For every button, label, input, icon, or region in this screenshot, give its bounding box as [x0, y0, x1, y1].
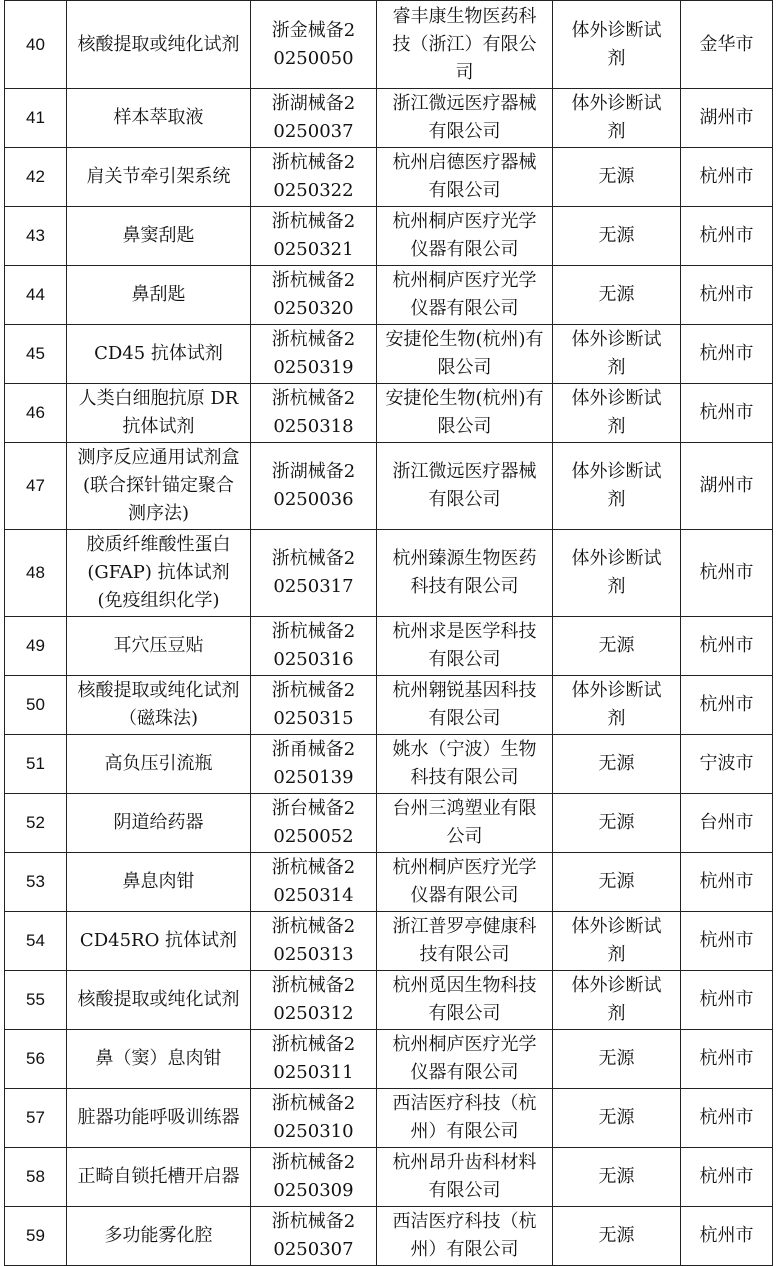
table-row	[5, 617, 773, 676]
device-name: 脏器功能呼吸训练器	[67, 1089, 251, 1148]
city-name: 杭州市	[681, 1089, 773, 1148]
filing-number: 浙杭械备20250320	[251, 266, 377, 325]
table-row	[5, 676, 773, 735]
filing-number: 浙杭械备20250313	[251, 912, 377, 971]
device-name: 鼻窦刮匙	[67, 207, 251, 266]
city-name: 湖州市	[681, 89, 773, 148]
filing-number: 浙杭械备20250311	[251, 1030, 377, 1089]
filing-number: 浙杭械备20250321	[251, 207, 377, 266]
device-name: 鼻（窦）息肉钳	[67, 1030, 251, 1089]
company-name: 台州三鸿塑业有限公司	[377, 794, 553, 853]
company-name: 杭州启德医疗器械有限公司	[377, 148, 553, 207]
device-category: 无源	[553, 207, 681, 266]
table-row	[5, 1207, 773, 1266]
device-name: 正畸自锁托槽开启器	[67, 1148, 251, 1207]
device-category: 体外诊断试剂	[553, 971, 681, 1030]
filing-number: 浙杭械备20250310	[251, 1089, 377, 1148]
company-name: 杭州昂升齿科材料有限公司	[377, 1148, 553, 1207]
row-number: 53	[5, 853, 67, 912]
company-name: 安捷伦生物(杭州)有限公司	[377, 384, 553, 443]
table-row	[5, 207, 773, 266]
company-name: 杭州桐庐医疗光学仪器有限公司	[377, 207, 553, 266]
filing-number: 浙甬械备20250139	[251, 735, 377, 794]
device-category: 无源	[553, 617, 681, 676]
row-number: 41	[5, 89, 67, 148]
device-name: 阴道给药器	[67, 794, 251, 853]
device-name: 鼻息肉钳	[67, 853, 251, 912]
table-row	[5, 89, 773, 148]
table-row	[5, 443, 773, 530]
device-category: 无源	[553, 1030, 681, 1089]
city-name: 杭州市	[681, 676, 773, 735]
company-name: 杭州求是医学科技有限公司	[377, 617, 553, 676]
filing-number: 浙台械备20250052	[251, 794, 377, 853]
city-name: 杭州市	[681, 853, 773, 912]
company-name: 杭州翱锐基因科技有限公司	[377, 676, 553, 735]
filing-number: 浙杭械备20250317	[251, 530, 377, 617]
company-name: 浙江普罗亭健康科技有限公司	[377, 912, 553, 971]
table-row	[5, 266, 773, 325]
table-row	[5, 148, 773, 207]
device-category: 无源	[553, 853, 681, 912]
city-name: 杭州市	[681, 266, 773, 325]
company-name: 浙江微远医疗器械有限公司	[377, 443, 553, 530]
filing-number: 浙杭械备20250307	[251, 1207, 377, 1266]
filing-number: 浙杭械备20250309	[251, 1148, 377, 1207]
filing-number: 浙杭械备20250319	[251, 325, 377, 384]
row-number: 59	[5, 1207, 67, 1266]
row-number: 57	[5, 1089, 67, 1148]
row-number: 44	[5, 266, 67, 325]
city-name: 杭州市	[681, 1207, 773, 1266]
filing-number: 浙湖械备20250036	[251, 443, 377, 530]
device-name: 耳穴压豆贴	[67, 617, 251, 676]
company-name: 西洁医疗科技（杭州）有限公司	[377, 1207, 553, 1266]
filing-table	[4, 0, 773, 1266]
row-number: 54	[5, 912, 67, 971]
row-number: 43	[5, 207, 67, 266]
device-category: 体外诊断试剂	[553, 443, 681, 530]
device-category: 体外诊断试剂	[553, 325, 681, 384]
row-number: 52	[5, 794, 67, 853]
filing-number: 浙金械备20250050	[251, 1, 377, 89]
company-name: 杭州臻源生物医药科技有限公司	[377, 530, 553, 617]
device-category: 无源	[553, 1207, 681, 1266]
device-name: 肩关节牵引架系统	[67, 148, 251, 207]
table-row	[5, 794, 773, 853]
filing-number: 浙湖械备20250037	[251, 89, 377, 148]
company-name: 杭州桐庐医疗光学仪器有限公司	[377, 1030, 553, 1089]
filing-number: 浙杭械备20250315	[251, 676, 377, 735]
city-name: 金华市	[681, 1, 773, 89]
device-name: 测序反应通用试剂盒(联合探针锚定聚合测序法)	[67, 443, 251, 530]
device-name: 核酸提取或纯化试剂	[67, 971, 251, 1030]
filing-number: 浙杭械备20250316	[251, 617, 377, 676]
city-name: 杭州市	[681, 1148, 773, 1207]
table-row	[5, 912, 773, 971]
city-name: 湖州市	[681, 443, 773, 530]
company-name: 杭州桐庐医疗光学仪器有限公司	[377, 266, 553, 325]
device-category: 无源	[553, 735, 681, 794]
city-name: 宁波市	[681, 735, 773, 794]
row-number: 47	[5, 443, 67, 530]
device-category: 体外诊断试剂	[553, 89, 681, 148]
company-name: 西洁医疗科技（杭州）有限公司	[377, 1089, 553, 1148]
device-category: 无源	[553, 1089, 681, 1148]
device-category: 体外诊断试剂	[553, 384, 681, 443]
device-category: 体外诊断试剂	[553, 912, 681, 971]
city-name: 杭州市	[681, 530, 773, 617]
table-row	[5, 325, 773, 384]
device-category: 体外诊断试剂	[553, 1, 681, 89]
filing-number: 浙杭械备20250314	[251, 853, 377, 912]
company-name: 睿丰康生物医药科技（浙江）有限公司	[377, 1, 553, 89]
city-name: 杭州市	[681, 325, 773, 384]
device-category: 体外诊断试剂	[553, 530, 681, 617]
row-number: 55	[5, 971, 67, 1030]
table-row	[5, 1148, 773, 1207]
city-name: 杭州市	[681, 384, 773, 443]
table-row	[5, 735, 773, 794]
row-number: 48	[5, 530, 67, 617]
row-number: 46	[5, 384, 67, 443]
device-category: 体外诊断试剂	[553, 676, 681, 735]
table-row	[5, 530, 773, 617]
city-name: 杭州市	[681, 148, 773, 207]
city-name: 台州市	[681, 794, 773, 853]
table-body	[5, 1, 773, 1266]
company-name: 安捷伦生物(杭州)有限公司	[377, 325, 553, 384]
table-row	[5, 1030, 773, 1089]
device-name: 样本萃取液	[67, 89, 251, 148]
company-name: 杭州觅因生物科技有限公司	[377, 971, 553, 1030]
company-name: 浙江微远医疗器械有限公司	[377, 89, 553, 148]
device-name: 鼻刮匙	[67, 266, 251, 325]
device-name: CD45 抗体试剂	[67, 325, 251, 384]
device-name: 人类白细胞抗原 DR 抗体试剂	[67, 384, 251, 443]
city-name: 杭州市	[681, 971, 773, 1030]
table-row	[5, 1089, 773, 1148]
device-category: 无源	[553, 148, 681, 207]
filing-number: 浙杭械备20250318	[251, 384, 377, 443]
city-name: 杭州市	[681, 1030, 773, 1089]
device-name: 核酸提取或纯化试剂	[67, 1, 251, 89]
row-number: 56	[5, 1030, 67, 1089]
table-row	[5, 1, 773, 89]
row-number: 49	[5, 617, 67, 676]
device-name: CD45RO 抗体试剂	[67, 912, 251, 971]
filing-number: 浙杭械备20250322	[251, 148, 377, 207]
table-row	[5, 384, 773, 443]
device-name: 高负压引流瓶	[67, 735, 251, 794]
device-category: 无源	[553, 794, 681, 853]
row-number: 58	[5, 1148, 67, 1207]
row-number: 50	[5, 676, 67, 735]
device-name: 胶质纤维酸性蛋白(GFAP) 抗体试剂(免疫组织化学)	[67, 530, 251, 617]
row-number: 40	[5, 1, 67, 89]
city-name: 杭州市	[681, 207, 773, 266]
city-name: 杭州市	[681, 912, 773, 971]
device-category: 无源	[553, 266, 681, 325]
row-number: 42	[5, 148, 67, 207]
device-category: 无源	[553, 1148, 681, 1207]
device-name: 核酸提取或纯化试剂（磁珠法)	[67, 676, 251, 735]
city-name: 杭州市	[681, 617, 773, 676]
table-row	[5, 971, 773, 1030]
filing-number: 浙杭械备20250312	[251, 971, 377, 1030]
company-name: 杭州桐庐医疗光学仪器有限公司	[377, 853, 553, 912]
row-number: 51	[5, 735, 67, 794]
row-number: 45	[5, 325, 67, 384]
company-name: 姚水（宁波）生物科技有限公司	[377, 735, 553, 794]
table-row	[5, 853, 773, 912]
device-name: 多功能雾化腔	[67, 1207, 251, 1266]
